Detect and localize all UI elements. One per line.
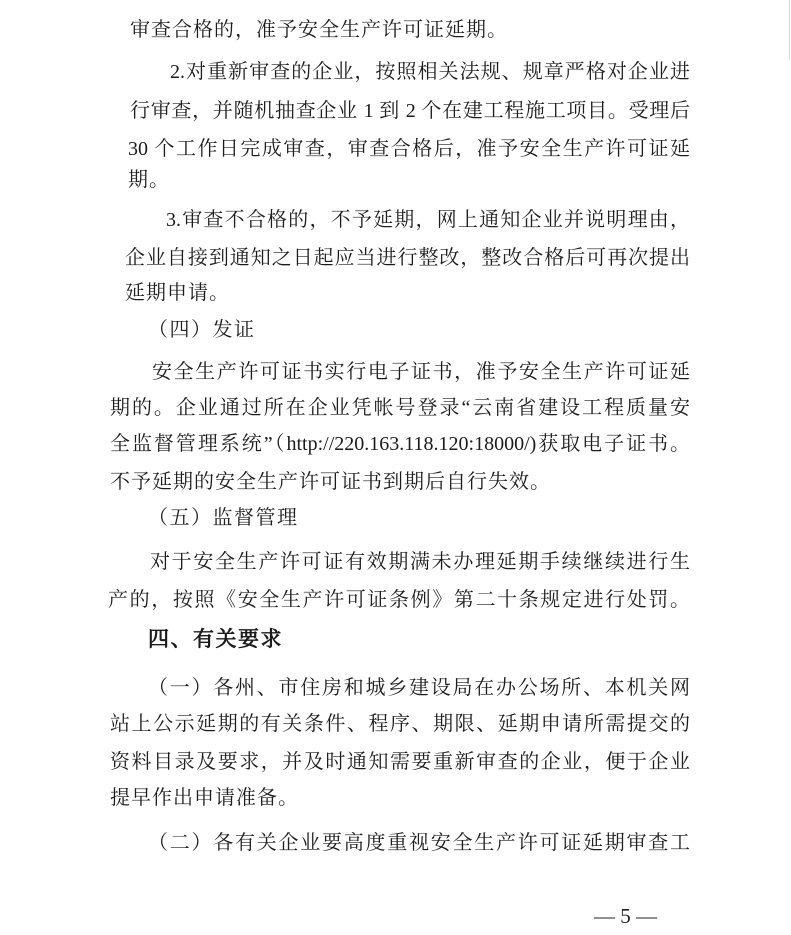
page-number: — 5 — (594, 904, 657, 928)
section-issue-line-4: 不予延期的安全生产许可证书到期后自行失效。 (110, 471, 551, 493)
requirement-1-line-2: 站上公示延期的有关条件、程序、期限、延期申请所需提交的 (110, 713, 690, 735)
item-2-line-3: 30 个工作日完成审查，审查合格后，准予安全生产许可证延 (128, 138, 690, 160)
section-issue-heading: （四）发证 (148, 319, 256, 341)
item-2-line-1: 2.对重新审查的企业，按照相关法规、规章严格对企业进 (170, 61, 690, 83)
requirement-2-line-1: （二）各有关企业要高度重视安全生产许可证延期审查工 (148, 832, 690, 854)
requirement-1-line-3: 资料目录及要求，并及时通知需要重新审查的企业，便于企业 (110, 751, 690, 773)
requirements-heading: 四、有关要求 (148, 628, 283, 651)
item-2-line-4: 期。 (128, 169, 170, 191)
item-2-line-2: 行审查，并随机抽查企业 1 到 2 个在建工程施工项目。受理后 (130, 100, 690, 122)
requirement-1-line-4: 提早作出申请准备。 (110, 787, 299, 809)
section-supervision-line-1: 对于安全生产许可证有效期满未办理延期手续继续进行生 (150, 551, 690, 573)
requirement-1-line-1: （一）各州、市住房和城乡建设局在办公场所、本机关网 (148, 677, 690, 699)
item-3-line-1: 3.审查不合格的，不予延期，网上通知企业并说明理由， (166, 209, 690, 231)
section-issue-line-2: 期的。企业通过所在企业凭帐号登录“云南省建设工程质量安 (110, 397, 690, 419)
item-3-line-3: 延期申请。 (125, 282, 230, 304)
section-supervision-line-2: 产的，按照《安全生产许可证条例》第二十条规定进行处罚。 (108, 589, 690, 611)
section-supervision-heading: （五）监督管理 (148, 507, 299, 529)
section-issue-line-1: 安全生产许可证书实行电子证书，准予安全生产许可证延 (152, 361, 690, 383)
scan-edge-artifact (789, 0, 790, 60)
item-3-line-2: 企业自接到通知之日起应当进行整改，整改合格后可再次提出 (125, 247, 690, 269)
item-1-line-1: 审查合格的，准予安全生产许可证延期。 (130, 19, 508, 41)
section-issue-line-3: 全监督管理系统”（http://220.163.118.120:18000/)获取电子证书。 (110, 433, 690, 455)
